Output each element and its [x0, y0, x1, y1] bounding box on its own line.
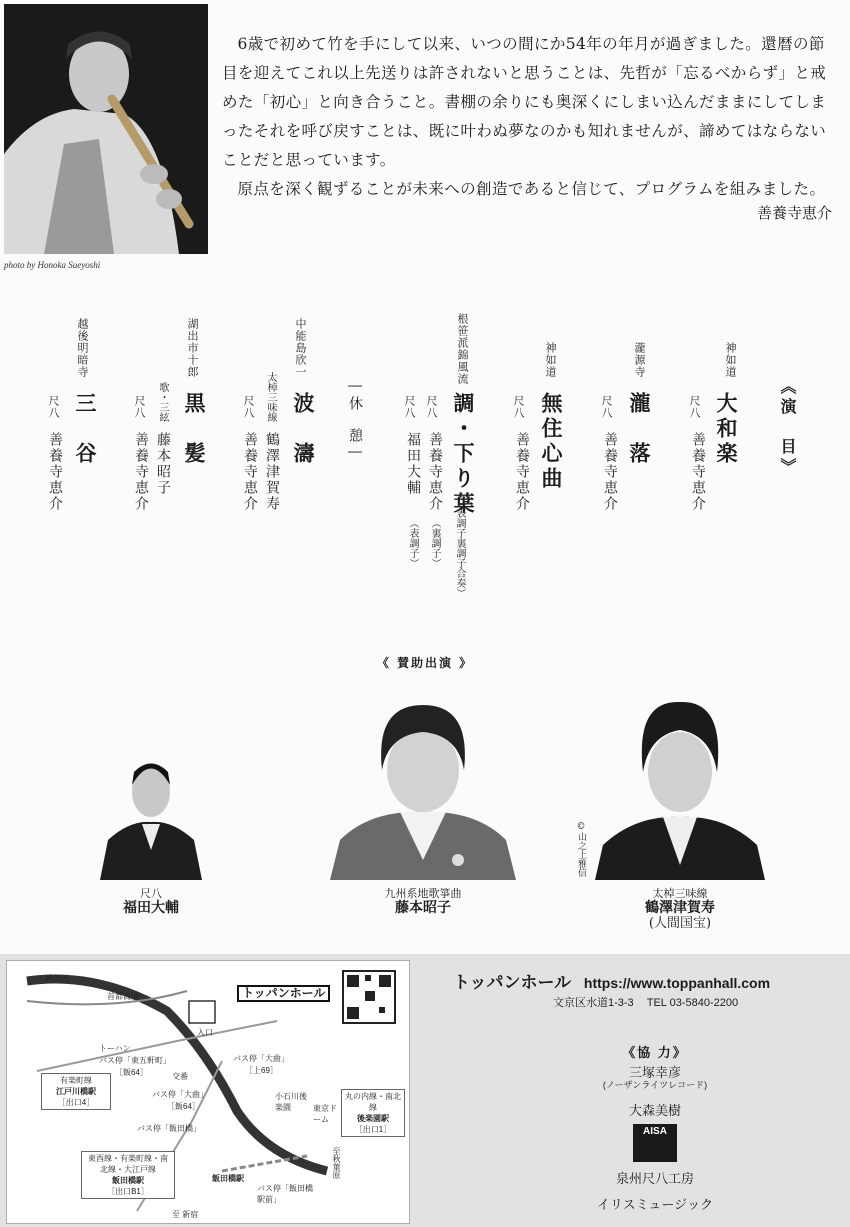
venue-url[interactable]: https://www.toppanhall.com [583, 975, 771, 991]
venue-section [0, 954, 850, 1227]
intro-paragraph-2: 原点を深く観ずることが未来への創造であると信じて、プログラムを組みました。 [237, 180, 826, 198]
guest-portrait-fujimoto [330, 700, 516, 880]
piece-4-origin: 根笹派錦風流 [456, 313, 469, 385]
piece-4-performer: 善養寺恵介 [427, 432, 443, 512]
intro-paragraph-1: 6歳で初めて竹を手にして以来、いつの間にか54年の年月が過ぎました。還暦の節目を迎えてこれ以上先送りは許されないと思うことは、先哲が「忘るべからず」と戒めた「初心」と向き合うこと。書棚の余りにも奥深くにしまい込んだままにしてしまったそれを呼び戻すことは、既に叶わぬ夢なのかも知れませんが、諦めてはならないことだと思っています。 [222, 35, 827, 169]
program-heading: 《演 目》 [778, 378, 797, 478]
station-box [41, 1073, 111, 1110]
piece-6-performer: 藤本昭子 [155, 432, 171, 496]
station-exit: ［出口1］ [354, 1125, 392, 1134]
map-label: ［飯64］ [167, 1102, 200, 1111]
cooperation-heading: 《協 力》 [622, 1045, 688, 1060]
piece-5-role: 太棹三味線 [265, 372, 276, 422]
map-label: 入口 [197, 1028, 213, 1037]
station-name: 飯田橋駅 [112, 1176, 144, 1185]
guests-heading: 《 賛助出演 》 [376, 656, 474, 670]
piece-6-origin: 湖出市十郎 [186, 318, 199, 378]
station-lines: 有楽町線 [60, 1076, 92, 1085]
map-hall-label: トッパンホール [237, 985, 330, 1002]
guest-name: 藤本昭子 [395, 900, 451, 916]
intermission: ―休 憩― [347, 378, 363, 462]
map-label: 東京ドーム [313, 1104, 337, 1124]
piece-5-origin: 中能島欣一 [294, 318, 307, 378]
piece-2-role: 尺八 [600, 395, 613, 419]
map-label: バス停「大曲」 [152, 1090, 208, 1099]
guest-name: 鶴澤津賀寿 [645, 900, 715, 916]
station-lines: 東西線・有楽町線・南北線・大江戸線 [88, 1154, 168, 1174]
cooperation-item: イリスミュージック [596, 1197, 714, 1212]
piece-4-performer-2: 福田大輔 [405, 432, 421, 496]
station-box [341, 1089, 405, 1137]
map-label: バス停「大曲」 [233, 1054, 289, 1063]
map-label: ［飯64］ [115, 1068, 148, 1077]
map-label: バス停「飯田橋」 [137, 1124, 201, 1133]
piece-5-performer: 鶴澤津賀寿 [264, 432, 280, 512]
piece-5-title: 波 濤 [291, 392, 316, 467]
signature: 善養寺恵介 [756, 204, 832, 222]
piece-7-performer: 善養寺恵介 [47, 432, 63, 512]
piece-7-origin: 越後明暗寺 [76, 318, 89, 378]
venue-name: トッパンホール [453, 973, 572, 992]
photo-rights: ©山之上雅信 [576, 822, 586, 877]
station-name: 後楽園駅 [357, 1114, 389, 1123]
venue-header [453, 968, 770, 993]
piece-6-title: 黒 髪 [182, 392, 207, 467]
cooperation-item: 三塚幸彦 [628, 1065, 681, 1080]
guest-portrait-tsuruzawa [595, 700, 765, 880]
station-box [81, 1151, 175, 1199]
map-label: 至秋葉原 [332, 1147, 341, 1179]
piece-3-performer: 善養寺恵介 [514, 432, 530, 512]
guest-role: 九州系地歌箏曲 [384, 887, 462, 900]
photo-credit: photo by Honoka Sueyoshi [4, 260, 101, 270]
piece-6-role: 歌・三絃 [157, 382, 168, 422]
aisa-logo-text: AISA [643, 1126, 667, 1137]
guest-role: 太棹三味線 [652, 887, 708, 900]
station-name: 江戸川橋駅 [56, 1087, 96, 1096]
map-label: バス停「東五軒町」 [99, 1056, 171, 1065]
piece-2-title: 瀧 落 [627, 392, 652, 467]
piece-3-role: 尺八 [512, 395, 525, 419]
piece-7-role: 尺八 [47, 395, 60, 419]
map-label: 首都高速 [107, 992, 139, 1001]
piece-4-performer-note: （裏調子） [429, 518, 440, 568]
map-label: 至 新宿 [172, 1210, 199, 1219]
aisa-logo [633, 1124, 677, 1162]
map-label: ［上69］ [245, 1066, 278, 1075]
piece-4-performer-2-note: （表調子） [407, 518, 418, 568]
piece-2-origin: 瀧源寺 [633, 342, 646, 378]
map-label: バス停「飯田橋駅前」 [257, 1184, 313, 1204]
map-label: 神田川 [45, 974, 69, 983]
guest-role: 尺八 [140, 887, 162, 900]
piece-5-performer-2: 善養寺恵介 [242, 432, 258, 512]
piece-1-title: 大和楽 [714, 392, 739, 467]
piece-4-title: 調・下り葉 [451, 392, 476, 517]
map-label: 交番 [172, 1072, 188, 1081]
access-map [6, 960, 410, 1224]
guest-caption-fujimoto [330, 886, 516, 916]
piece-5-role-2: 尺八 [242, 395, 255, 419]
piece-7-title: 三 谷 [73, 392, 98, 467]
piece-3-title: 無住心曲 [539, 392, 564, 492]
piece-6-performer-2: 善養寺恵介 [133, 432, 149, 512]
map-label: 飯田橋駅 [212, 1174, 244, 1183]
guest-caption-fukuda [95, 886, 207, 916]
piece-3-origin: 神如道 [544, 342, 557, 378]
cooperation-item: (ノーザンライツレコード) [602, 1080, 708, 1090]
piece-4-role-2: 尺八 [403, 395, 416, 419]
guest-note: (人間国宝) [648, 916, 712, 931]
station-lines: 丸の内線・南北線 [345, 1092, 401, 1112]
station-exit: ［出口B1］ [107, 1187, 149, 1196]
station-exit: ［出口4］ [57, 1098, 95, 1107]
piece-6-role-2: 尺八 [133, 395, 146, 419]
cooperation-item: 大森美樹 [628, 1103, 681, 1118]
venue-address-line [553, 994, 738, 1010]
piece-1-performer: 善養寺恵介 [690, 432, 706, 512]
piece-1-role: 尺八 [688, 395, 701, 419]
map-label: 小石川後楽園 [275, 1092, 307, 1112]
guest-portrait-fukuda [100, 740, 202, 880]
map-label: トーハン [99, 1044, 131, 1053]
piece-4-title-note: （表調子裏調子合奏） [454, 498, 465, 598]
performer-photo [4, 4, 208, 254]
piece-4-role: 尺八 [425, 395, 438, 419]
guest-caption-tsuruzawa [595, 886, 765, 931]
piece-2-performer: 善養寺恵介 [602, 432, 618, 512]
cooperation-item: 泉州尺八工房 [615, 1171, 694, 1186]
intro-text [222, 30, 832, 204]
piece-1-origin: 神如道 [724, 342, 737, 378]
venue-address: 文京区水道1-3-3 [553, 997, 634, 1009]
guest-name: 福田大輔 [123, 900, 179, 916]
venue-tel: TEL 03-5840-2200 [646, 997, 739, 1009]
